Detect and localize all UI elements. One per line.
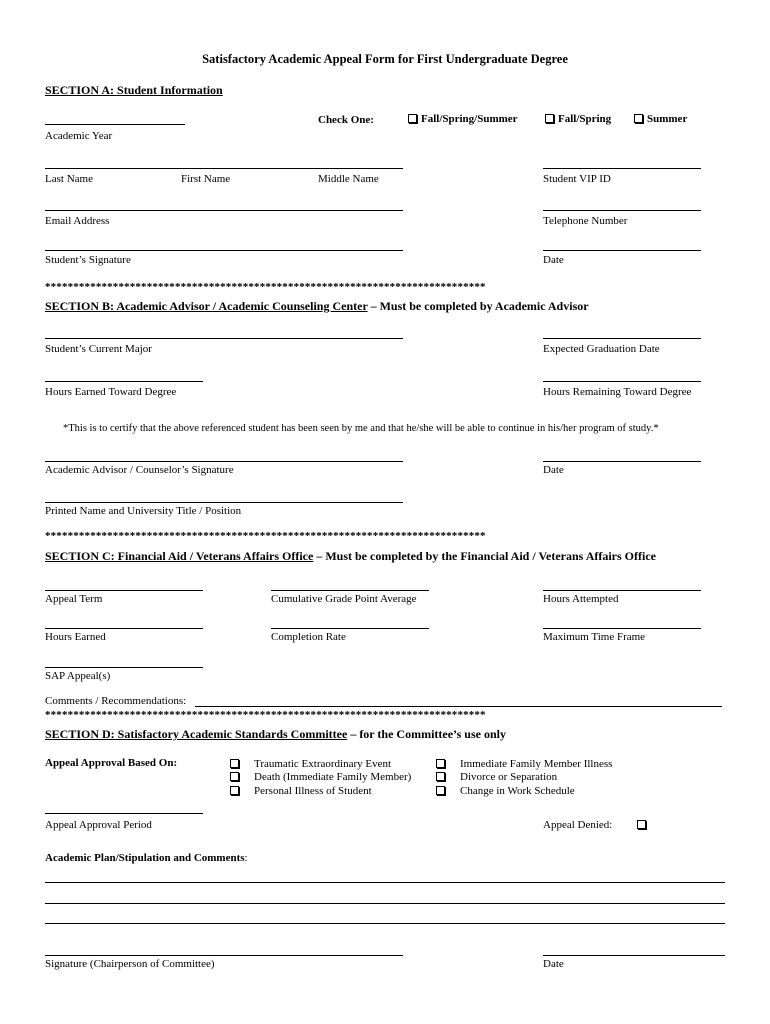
hours-earned-field[interactable] xyxy=(45,381,203,382)
chair-signature-field[interactable] xyxy=(45,955,403,956)
completion-rate-field[interactable] xyxy=(271,628,429,629)
option-fall-spring[interactable] xyxy=(545,113,611,125)
section-a-heading: SECTION A: Student Information xyxy=(45,83,223,97)
academic-year-field[interactable] xyxy=(45,124,185,125)
advisor-signature-field[interactable] xyxy=(45,461,403,462)
fa-hours-earned-label: Hours Earned xyxy=(45,631,106,643)
checkbox-icon[interactable] xyxy=(230,786,239,795)
telephone-label: Telephone Number xyxy=(543,215,628,227)
reason-label: Change in Work Schedule xyxy=(460,785,575,797)
telephone-field[interactable] xyxy=(543,210,701,211)
hours-earned-label: Hours Earned Toward Degree xyxy=(45,386,177,398)
option-label: Summer xyxy=(647,113,688,125)
appeal-term-label: Appeal Term xyxy=(45,593,103,605)
student-signature-label: Student’s Signature xyxy=(45,254,131,266)
student-date-field[interactable] xyxy=(543,250,701,251)
graduation-date-field[interactable] xyxy=(543,338,701,339)
section-divider: ****************************************************************************** xyxy=(45,530,486,542)
academic-year-label: Academic Year xyxy=(45,130,113,142)
fa-hours-earned-field[interactable] xyxy=(45,628,203,629)
section-c-heading xyxy=(45,549,656,564)
hours-attempted-label: Hours Attempted xyxy=(543,593,619,605)
student-vip-id-field[interactable] xyxy=(543,168,701,169)
approval-period-field[interactable] xyxy=(45,813,203,814)
option-label: Fall/Spring/Summer xyxy=(421,113,518,125)
section-divider: ****************************************************************************** xyxy=(45,281,486,293)
hours-remaining-field[interactable] xyxy=(543,381,701,382)
option-label: Fall/Spring xyxy=(558,113,612,125)
first-name-label: First Name xyxy=(181,173,231,185)
checkbox-icon[interactable] xyxy=(230,772,239,781)
student-date-label: Date xyxy=(543,254,564,266)
completion-rate-label: Completion Rate xyxy=(271,631,346,643)
section-b-note: – Must be completed by Academic Advisor xyxy=(367,299,589,313)
printed-name-label: Printed Name and University Title / Position xyxy=(45,505,242,517)
section-c-title: SECTION C: Financial Aid / Veterans Affairs Office xyxy=(45,549,314,563)
option-summer[interactable] xyxy=(634,113,687,125)
advisor-date-label: Date xyxy=(543,464,564,476)
section-d-title: SECTION D: Satisfactory Academic Standards Committee xyxy=(45,727,348,741)
plan-comment-line[interactable] xyxy=(45,903,725,904)
reason-personal-illness[interactable] xyxy=(230,785,372,797)
plan-comment-line[interactable] xyxy=(45,882,725,883)
reason-label: Immediate Family Member Illness xyxy=(460,758,613,770)
checkbox-icon[interactable] xyxy=(634,114,643,123)
email-label: Email Address xyxy=(45,215,110,227)
chair-date-field[interactable] xyxy=(543,955,725,956)
chair-signature-label: Signature (Chairperson of Committee) xyxy=(45,958,215,970)
reason-family-illness[interactable] xyxy=(436,758,612,770)
comments-field[interactable] xyxy=(195,706,722,707)
checkbox-icon[interactable] xyxy=(436,759,445,768)
full-name-field[interactable] xyxy=(45,168,403,169)
sap-appeals-field[interactable] xyxy=(45,667,203,668)
check-one-label: Check One: xyxy=(318,114,374,126)
section-c-note: – Must be completed by the Financial Aid / Veterans Affairs Office xyxy=(313,549,656,563)
current-major-field[interactable] xyxy=(45,338,403,339)
reason-label: Death (Immediate Family Member) xyxy=(254,771,412,783)
max-time-field[interactable] xyxy=(543,628,701,629)
checkbox-icon[interactable] xyxy=(230,759,239,768)
reason-label: Divorce or Separation xyxy=(460,771,558,783)
plan-label xyxy=(45,852,248,864)
hours-attempted-field[interactable] xyxy=(543,590,701,591)
current-major-label: Student’s Current Major xyxy=(45,343,152,355)
comments-label: Comments / Recommendations: xyxy=(45,695,187,707)
hours-remaining-label: Hours Remaining Toward Degree xyxy=(543,386,692,398)
plan-comment-line[interactable] xyxy=(45,923,725,924)
checkbox-icon[interactable] xyxy=(436,772,445,781)
approval-period-label: Appeal Approval Period xyxy=(45,819,152,831)
reason-traumatic-event[interactable] xyxy=(230,758,391,770)
reason-divorce[interactable] xyxy=(436,771,557,783)
email-field[interactable] xyxy=(45,210,403,211)
checkbox-icon[interactable] xyxy=(408,114,417,123)
student-signature-field[interactable] xyxy=(45,250,403,251)
appeal-term-field[interactable] xyxy=(45,590,203,591)
checkbox-icon[interactable] xyxy=(637,820,646,829)
section-b-title: SECTION B: Academic Advisor / Academic Counseling Center xyxy=(45,299,368,313)
section-d-note: – for the Committee’s use only xyxy=(347,727,506,741)
cgpa-field[interactable] xyxy=(271,590,429,591)
approval-based-on-label: Appeal Approval Based On: xyxy=(45,757,178,769)
printed-name-field[interactable] xyxy=(45,502,403,503)
checkbox-icon[interactable] xyxy=(545,114,554,123)
section-d-heading xyxy=(45,727,506,742)
option-fall-spring-summer[interactable] xyxy=(408,113,518,125)
middle-name-label: Middle Name xyxy=(318,173,379,185)
cgpa-label: Cumulative Grade Point Average xyxy=(271,593,417,605)
plan-title: Academic Plan/Stipulation and Comments xyxy=(45,852,245,864)
student-vip-id-label: Student VIP ID xyxy=(543,173,611,185)
section-divider: ****************************************************************************** xyxy=(45,709,486,721)
sap-appeals-label: SAP Appeal(s) xyxy=(45,670,111,682)
form-title: Satisfactory Academic Appeal Form for First Undergraduate Degree xyxy=(202,52,568,66)
last-name-label: Last Name xyxy=(45,173,93,185)
reason-work-schedule[interactable] xyxy=(436,785,575,797)
reason-death-family[interactable] xyxy=(230,771,411,783)
plan-colon: : xyxy=(244,852,248,864)
certification-text: *This is to certify that the above referenced student has been seen by me and that he/she will be able to continue in his/her program of study.* xyxy=(63,423,659,434)
advisor-date-field[interactable] xyxy=(543,461,701,462)
max-time-label: Maximum Time Frame xyxy=(543,631,646,643)
section-b-heading xyxy=(45,299,589,314)
checkbox-icon[interactable] xyxy=(436,786,445,795)
advisor-signature-label: Academic Advisor / Counselor’s Signature xyxy=(45,464,234,476)
reason-label: Personal Illness of Student xyxy=(254,785,372,797)
appeal-denied-checkbox[interactable] xyxy=(637,819,650,831)
graduation-date-label: Expected Graduation Date xyxy=(543,343,660,355)
appeal-denied-label: Appeal Denied: xyxy=(543,819,613,831)
chair-date-label: Date xyxy=(543,958,564,970)
reason-label: Traumatic Extraordinary Event xyxy=(254,758,392,770)
